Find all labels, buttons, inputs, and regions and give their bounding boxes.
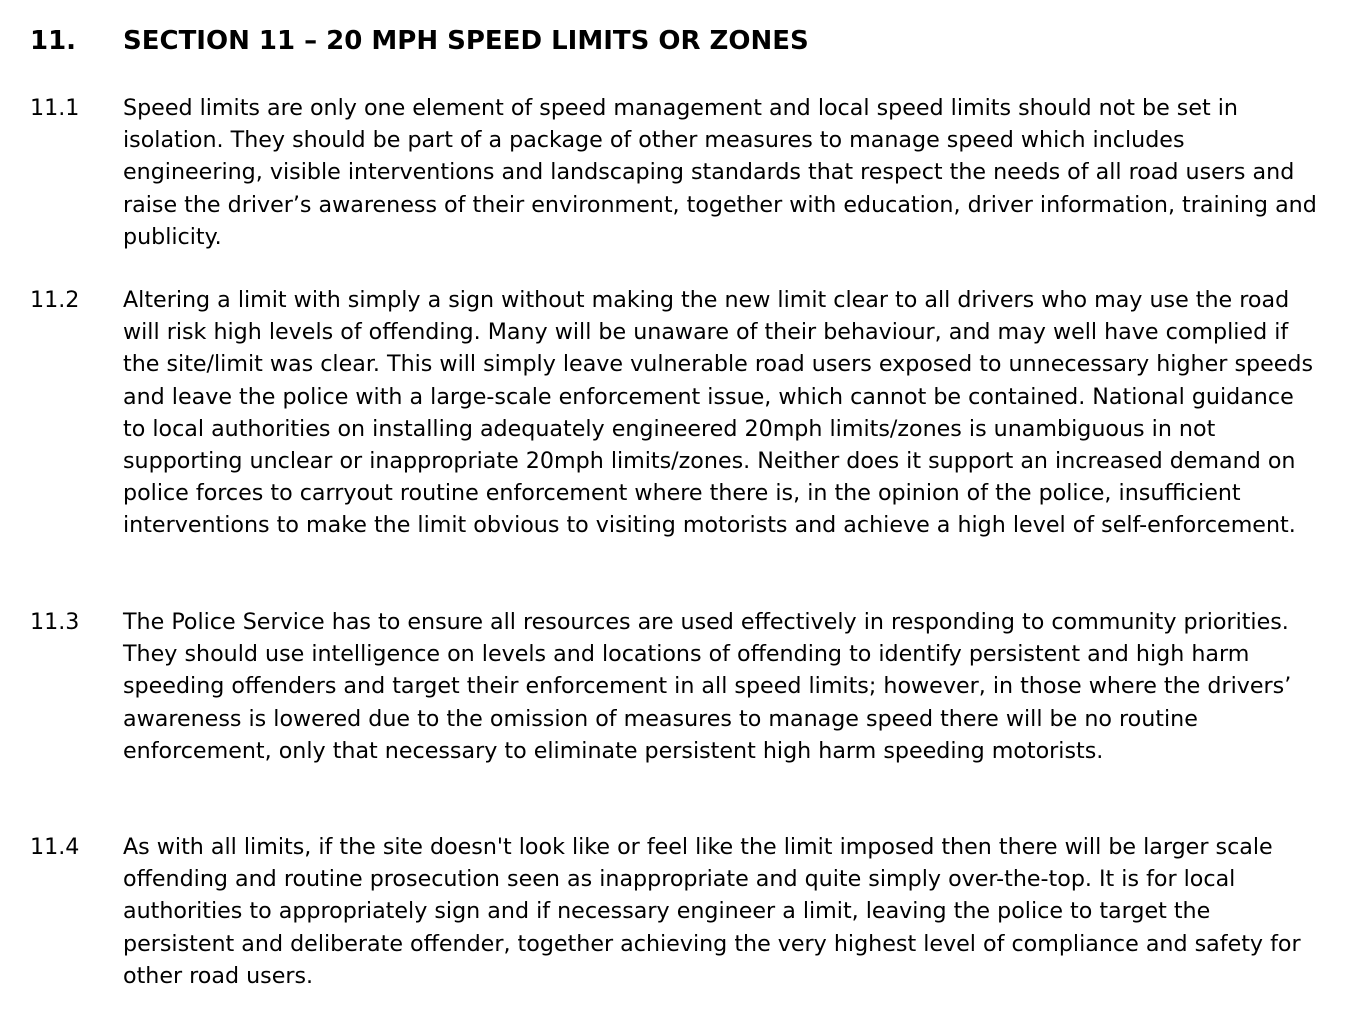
paragraph-number: 11.3 — [30, 609, 80, 635]
paragraph-number: 11.1 — [30, 95, 80, 121]
paragraph-11-2 — [30, 284, 1318, 542]
section-title: SECTION 11 – 20 MPH SPEED LIMITS OR ZONES — [123, 26, 809, 56]
paragraph-11-3 — [30, 606, 1318, 767]
paragraph-number: 11.4 — [30, 834, 80, 860]
section-number: 11. — [30, 26, 77, 56]
paragraph-text: The Police Service has to ensure all resources are used effectively in responding to community priorities. They should use intelligence on levels and locations of offending to identify persistent and high harm speeding offenders and target their enforcement in all speed limits; however, in those where the drivers’ awareness is lowered due to the omission of measures to manage speed there will be no routine enforcement, only that necessary to eliminate persistent high harm speeding motorists. — [123, 609, 1292, 764]
paragraph-11-4 — [30, 831, 1318, 992]
paragraph-text: Speed limits are only one element of speed management and local speed limits should not be set in isolation. They should be part of a package of other measures to manage speed which includes engineering, visible interventions and landscaping standards that respect the needs of all road users and raise the driver’s awareness of their environment, together with education, driver information, training and publicity. — [123, 95, 1317, 250]
paragraph-number: 11.2 — [30, 287, 80, 313]
paragraph-text: As with all limits, if the site doesn't look like or feel like the limit imposed then there will be larger scale offending and routine prosecution seen as inappropriate and quite simply over-the-top. It is for local authorities to appropriately sign and if necessary engineer a limit, leaving the police to target the persistent and deliberate offender, together achieving the very highest level of compliance and safety for other road users. — [123, 834, 1301, 989]
paragraph-text: Altering a limit with simply a sign without making the new limit clear to all drivers who may use the road will risk high levels of offending. Many will be unaware of their behaviour, and may well have complied if the site/limit was clear. This will simply leave vulnerable road users exposed to unnecessary higher speeds and leave the police with a large-scale enforcement issue, which cannot be contained. National guidance to local authorities on installing adequately engineered 20mph limits/zones is unambiguous in not supporting unclear or inappropriate 20mph limits/zones. Neither does it support an increased demand on police forces to carryout routine enforcement where there is, in the opinion of the police, insufficient interventions to make the limit obvious to visiting motorists and achieve a high level of self-enforcement. — [123, 287, 1314, 539]
paragraph-11-1 — [30, 92, 1318, 253]
section-heading — [30, 22, 809, 60]
